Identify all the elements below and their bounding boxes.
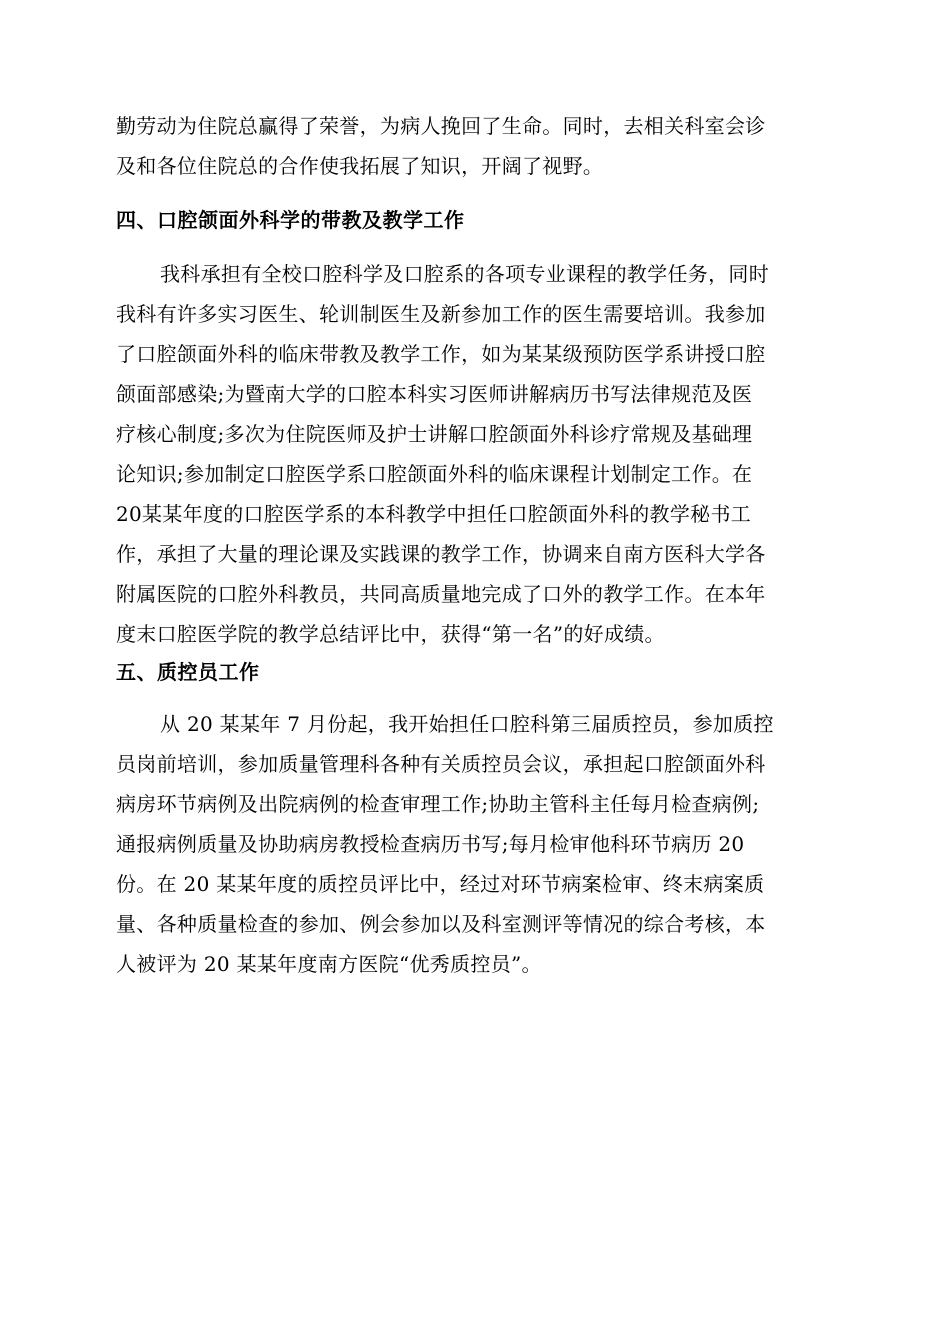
section-5-paragraph xyxy=(116,704,832,984)
paragraph-line: 颌面部感染;为暨南大学的口腔本科实习医师讲解病历书写法律规范及医 xyxy=(116,382,753,406)
paragraph-line: 病房环节病例及出院病例的检查审理工作;协助主管科主任每月检查病例; xyxy=(116,792,760,816)
paragraph-line: 我科承担有全校口腔科学及口腔系的各项专业课程的教学任务，同时 xyxy=(160,262,769,286)
section-4-paragraph xyxy=(116,254,832,654)
section-5-heading: 五、质控员工作 xyxy=(116,660,260,684)
paragraph-line: 勤劳动为住院总赢得了荣誉，为病人挽回了生命。同时，去相关科室会诊 xyxy=(116,114,766,138)
paragraph-line: 我科有许多实习医生、轮训制医生及新参加工作的医生需要培训。我参加 xyxy=(116,302,766,326)
section-4-heading: 四、口腔颌面外科学的带教及教学工作 xyxy=(116,208,465,232)
paragraph-line: 了口腔颌面外科的临床带教及教学工作，如为某某级预防医学系讲授口腔 xyxy=(116,342,766,366)
paragraph-line: 人被评为 20 某某年度南方医院“优秀质控员”。 xyxy=(116,952,542,976)
paragraph-line: 附属医院的口腔外科教员，共同高质量地完成了口外的教学工作。在本年 xyxy=(116,582,766,606)
paragraph-line: 及和各位住院总的合作使我拓展了知识，开阔了视野。 xyxy=(116,154,604,178)
paragraph-line: 疗核心制度;多次为住院医师及护士讲解口腔颌面外科诊疗常规及基础理 xyxy=(116,422,753,446)
paragraph-line: 从 20 某某年 7 月份起，我开始担任口腔科第三届质控员，参加质控 xyxy=(160,712,774,736)
paragraph-line: 员岗前培训，参加质量管理科各种有关质控员会议，承担起口腔颌面外科 xyxy=(116,752,766,776)
intro-paragraph xyxy=(116,106,832,186)
paragraph-line: 论知识;参加制定口腔医学系口腔颌面外科的临床课程计划制定工作。在 xyxy=(116,462,753,486)
paragraph-line: 份。在 20 某某年度的质控员评比中，经过对环节病案检审、终末病案质 xyxy=(116,872,765,896)
paragraph-line: 度末口腔医学院的教学总结评比中，获得“第一名”的好成绩。 xyxy=(116,622,665,646)
paragraph-line: 量、各种质量检查的参加、例会参加以及科室测评等情况的综合考核，本 xyxy=(116,912,766,936)
paragraph-line: 作，承担了大量的理论课及实践课的教学工作，协调来自南方医科大学各 xyxy=(116,542,766,566)
paragraph-line: 通报病例质量及协助病房教授检查病历书写;每月检审他科环节病历 20 xyxy=(116,832,745,856)
paragraph-line: 20某某年度的口腔医学系的本科教学中担任口腔颌面外科的教学秘书工 xyxy=(116,502,752,526)
